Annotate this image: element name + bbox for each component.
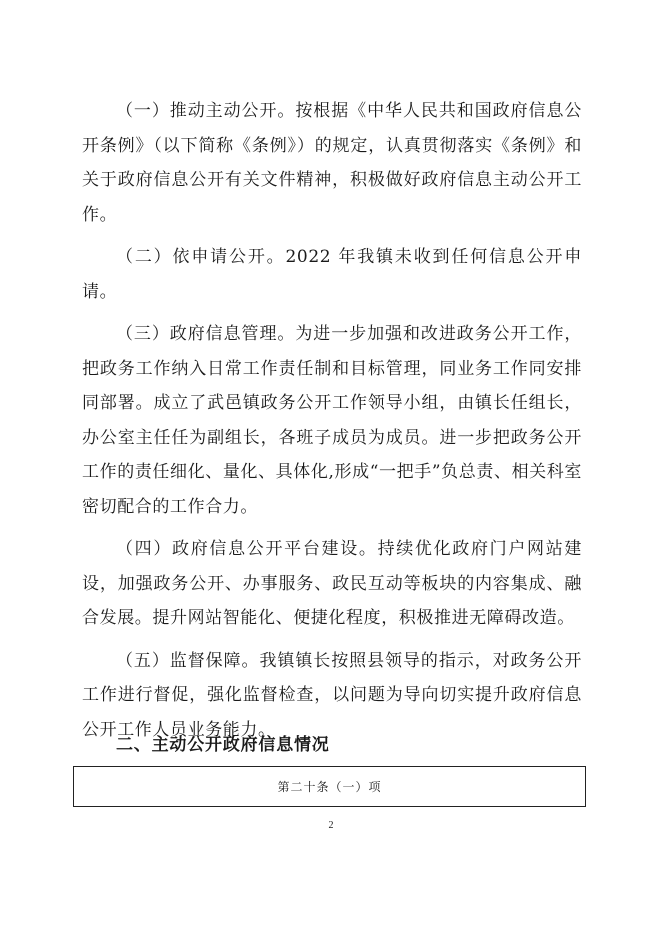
paragraph-information-management: （三）政府信息管理。为进一步加强和改进政务公开工作，把政务工作纳入日常工作责任制和目标管理，同业务工作同安排同部署。成立了武邑镇政务公开工作领导小组，由镇长任组长，办公室主任任为副组长，各班子成员为成员。进一步把政务公开工作的责任细化、量化、具体化,形成“一把手”负总责、相关科室密切配合的工作合力。 [82, 324, 582, 517]
table [73, 766, 586, 807]
paragraph-disclosure-on-request: （二）依申请公开。2022 年我镇未收到任何信息公开申请。 [82, 247, 582, 302]
paragraph-proactive-disclosure: （一）推动主动公开。按根据《中华人民共和国政府信息公开条例》（以下简称《条例》）的规定，认真贯彻落实《条例》和关于政府信息公开有关文件精神，积极做好政府信息主动公开工作。 [82, 101, 582, 225]
body-text [82, 94, 582, 755]
section-heading: 二、主动公开政府信息情况 [116, 735, 330, 755]
page-number: 2 [328, 820, 334, 831]
paragraph-platform-construction: （四）政府信息公开平台建设。持续优化政府门户网站建设，加强政务公开、办事服务、政民互动等板块的内容集成、融合发展。提升网站智能化、便捷化程度，积极推进无障碍改造。 [82, 539, 582, 628]
paragraph-supervision: （五）监督保障。我镇镇长按照县领导的指示，对政务公开工作进行督促，强化监督检查，以问题为导向切实提升政府信息公开工作人员业务能力。 [82, 650, 582, 740]
table-header-cell: 第二十条（一）项 [277, 780, 382, 794]
